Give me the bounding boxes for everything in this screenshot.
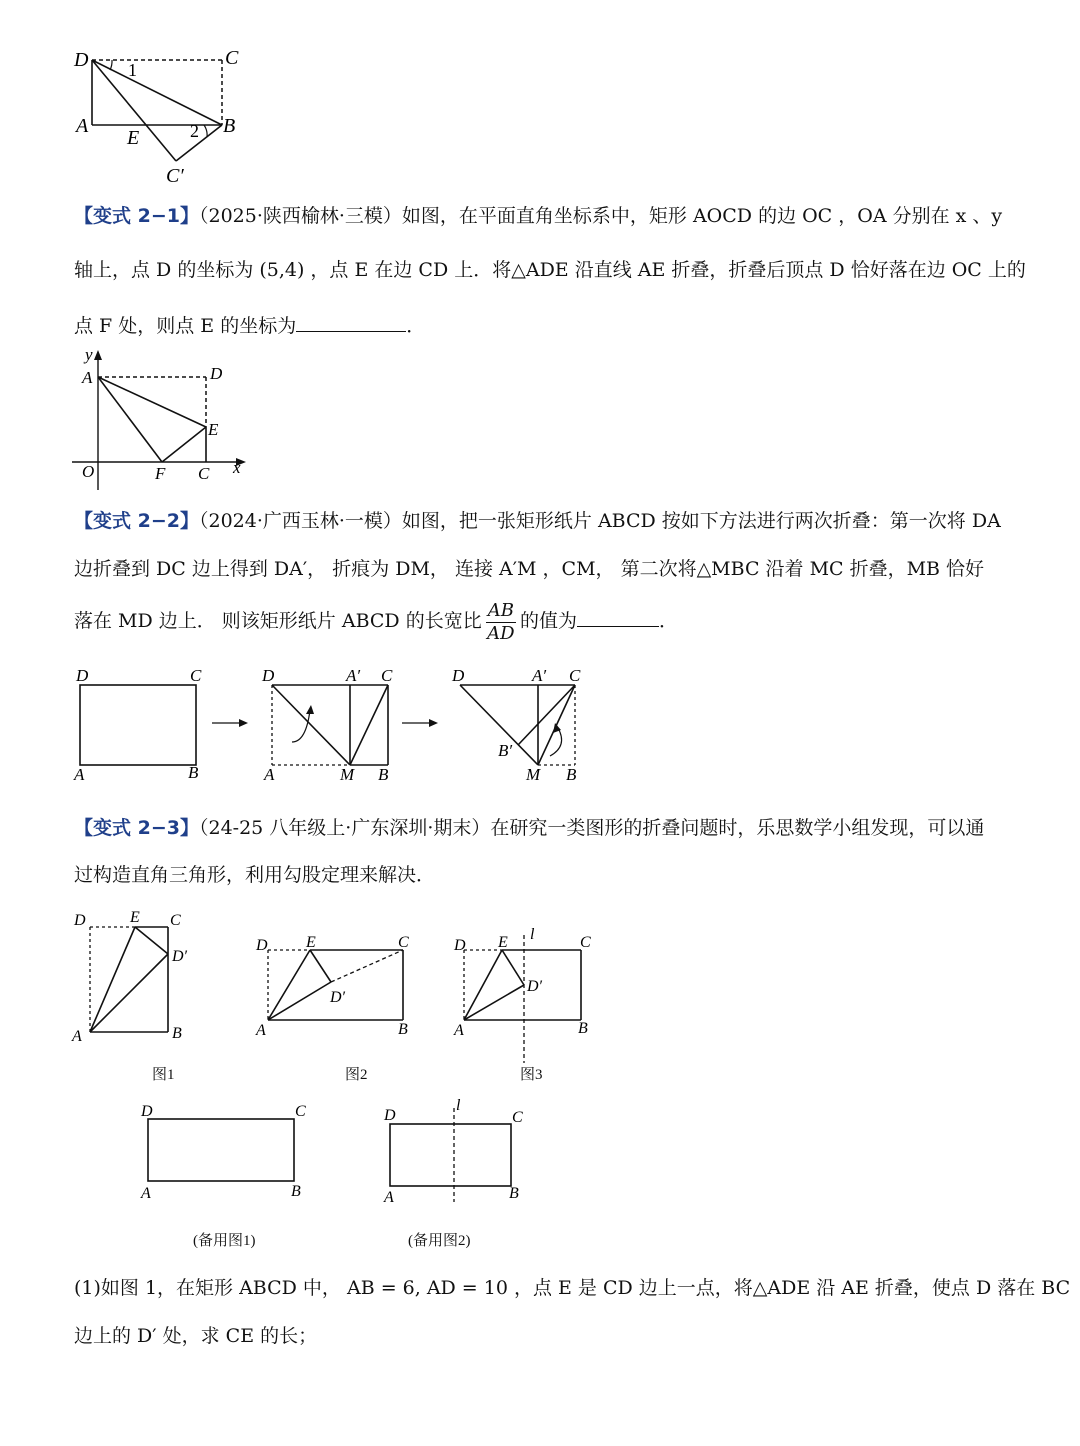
figure-two-folds — [70, 660, 600, 790]
svg-text:B: B — [378, 765, 389, 784]
svg-text:A: A — [74, 765, 85, 784]
v23-tag: 【变式 2−3】 — [74, 817, 199, 839]
v23-line-2: 过构造直角三角形，利用勾股定理来解决． — [74, 864, 436, 886]
svg-text:A′: A′ — [532, 666, 547, 685]
svg-text:D: D — [454, 937, 466, 954]
label-D: D — [74, 49, 89, 71]
figure-2 — [250, 930, 430, 1040]
svg-text:A′: A′ — [346, 666, 361, 685]
svg-text:C: C — [512, 1109, 523, 1126]
v23-line-1 — [74, 815, 984, 841]
svg-text:M: M — [340, 765, 355, 784]
svg-text:A: A — [384, 1189, 394, 1206]
svg-text:B: B — [566, 765, 577, 784]
svg-text:A: A — [72, 1028, 82, 1045]
spare-figure-1 — [135, 1098, 320, 1203]
caption-fig1: 图1 — [152, 1067, 175, 1083]
svg-text:C: C — [170, 912, 181, 929]
v21-line-2: 轴上，点 D 的坐标为 (5,4) ，点 E 在边 CD 上．将△ADE 沿直线 AE 折叠，折叠后顶点 D 恰好落在边 OC 上的 — [74, 259, 1026, 281]
v21-text-1: （2025·陕西榆林·三模）如图，在平面直角坐标系中，矩形 AOCD 的边 OC ，OA 分别在 x 、y — [198, 205, 1003, 227]
svg-text:A: A — [141, 1185, 151, 1202]
svg-text:B: B — [509, 1185, 519, 1202]
svg-text:A: A — [454, 1022, 464, 1039]
caption-fig2: 图2 — [345, 1067, 368, 1083]
spare-figure-2 — [378, 1092, 538, 1207]
angle-1-label: 1 — [128, 60, 137, 80]
svg-text:l: l — [530, 926, 535, 943]
label-O: O — [82, 462, 95, 481]
svg-text:B: B — [188, 763, 199, 782]
svg-text:C: C — [569, 666, 581, 685]
svg-text:D′: D′ — [172, 948, 188, 965]
svg-text:C: C — [398, 934, 409, 951]
svg-text:D: D — [256, 937, 268, 954]
label-E: E — [208, 420, 219, 439]
svg-text:D: D — [452, 666, 465, 685]
v21-tag: 【变式 2−1】 — [74, 205, 199, 227]
svg-text:D: D — [384, 1107, 396, 1124]
label-F: F — [155, 464, 166, 483]
label-D: D — [210, 364, 223, 383]
v22-line-3: 落在 MD 边上． 则该矩形纸片 ABCD 的长宽比 $\frac{AB}{AD}$ 的值为 ． — [74, 599, 678, 644]
svg-text:A: A — [264, 765, 275, 784]
answer-blank-v22[interactable] — [577, 606, 659, 627]
v22-tag: 【变式 2−2】 — [74, 510, 199, 532]
v22-line-1 — [74, 508, 1001, 534]
label-B: B — [223, 115, 236, 137]
svg-text:E: E — [306, 934, 316, 951]
svg-text:D: D — [74, 912, 86, 929]
svg-text:D: D — [141, 1103, 153, 1120]
svg-text:B′: B′ — [498, 741, 513, 760]
svg-text:C: C — [580, 934, 591, 951]
svg-text:E: E — [130, 909, 140, 926]
svg-text:C: C — [295, 1103, 306, 1120]
svg-text:D: D — [76, 666, 89, 685]
svg-text:B: B — [398, 1021, 408, 1038]
angle-2-label: 2 — [190, 121, 199, 141]
v21-line-3: 点 F 处，则点 E 的坐标为 ． — [74, 311, 425, 339]
v22-text-1: （2024·广西玉林·一模）如图，把一张矩形纸片 ABCD 按如下方法进行两次折叠：第一次将 DA — [198, 510, 1001, 532]
v21-text-3: 点 F 处，则点 E 的坐标为 — [74, 315, 297, 337]
figure-coordinate-fold — [70, 345, 260, 495]
caption-fig3: 图3 — [520, 1067, 543, 1083]
v23-text-1: （24-25 八年级上·广东深圳·期末）在研究一类图形的折叠问题时，乐思数学小组发现，可以通 — [198, 817, 985, 839]
label-C: C — [225, 47, 239, 69]
label-A: A — [82, 368, 93, 387]
question-1-line-1: (1)如图 1，在矩形 ABCD 中， AB = 6, AD = 10 ，点 E 是 CD 边上一点，将△ADE 沿 AE 折叠，使点 D 落在 BC — [74, 1277, 1071, 1299]
svg-text:C: C — [190, 666, 202, 685]
v21-line-1 — [74, 203, 1002, 229]
answer-blank-v21[interactable] — [296, 311, 406, 332]
svg-text:B: B — [172, 1025, 182, 1042]
label-C-prime: C′ — [166, 165, 184, 187]
label-A: A — [76, 115, 89, 137]
svg-text:A: A — [256, 1022, 266, 1039]
question-1-line-2: 边上的 D′ 处，求 CE 的长； — [74, 1325, 318, 1347]
caption-spare1: (备用图1) — [193, 1233, 256, 1249]
svg-text:B: B — [291, 1183, 301, 1200]
label-E: E — [127, 127, 140, 149]
axis-y-label: y — [85, 345, 93, 364]
svg-text:D′: D′ — [527, 978, 543, 995]
svg-text:l: l — [456, 1097, 461, 1114]
figure-1 — [70, 905, 210, 1050]
svg-text:D: D — [262, 666, 275, 685]
ratio-fraction: $\frac{AB}{AD}$ — [487, 599, 515, 644]
label-C: C — [198, 464, 210, 483]
v22-line-2: 边折叠到 DC 边上得到 DA′， 折痕为 DM， 连接 A′M ，CM， 第二次将△MBC 沿着 MC 折叠，MB 恰好 — [74, 558, 985, 580]
axis-x-label: x — [233, 458, 241, 477]
svg-text:C: C — [381, 666, 393, 685]
figure-fold-rectangle-top — [70, 40, 260, 190]
figure-3 — [450, 925, 620, 1065]
caption-spare2: (备用图2) — [408, 1233, 471, 1249]
svg-text:M: M — [526, 765, 541, 784]
svg-text:B: B — [578, 1020, 588, 1037]
svg-text:D′: D′ — [330, 989, 346, 1006]
svg-text:E: E — [498, 934, 508, 951]
